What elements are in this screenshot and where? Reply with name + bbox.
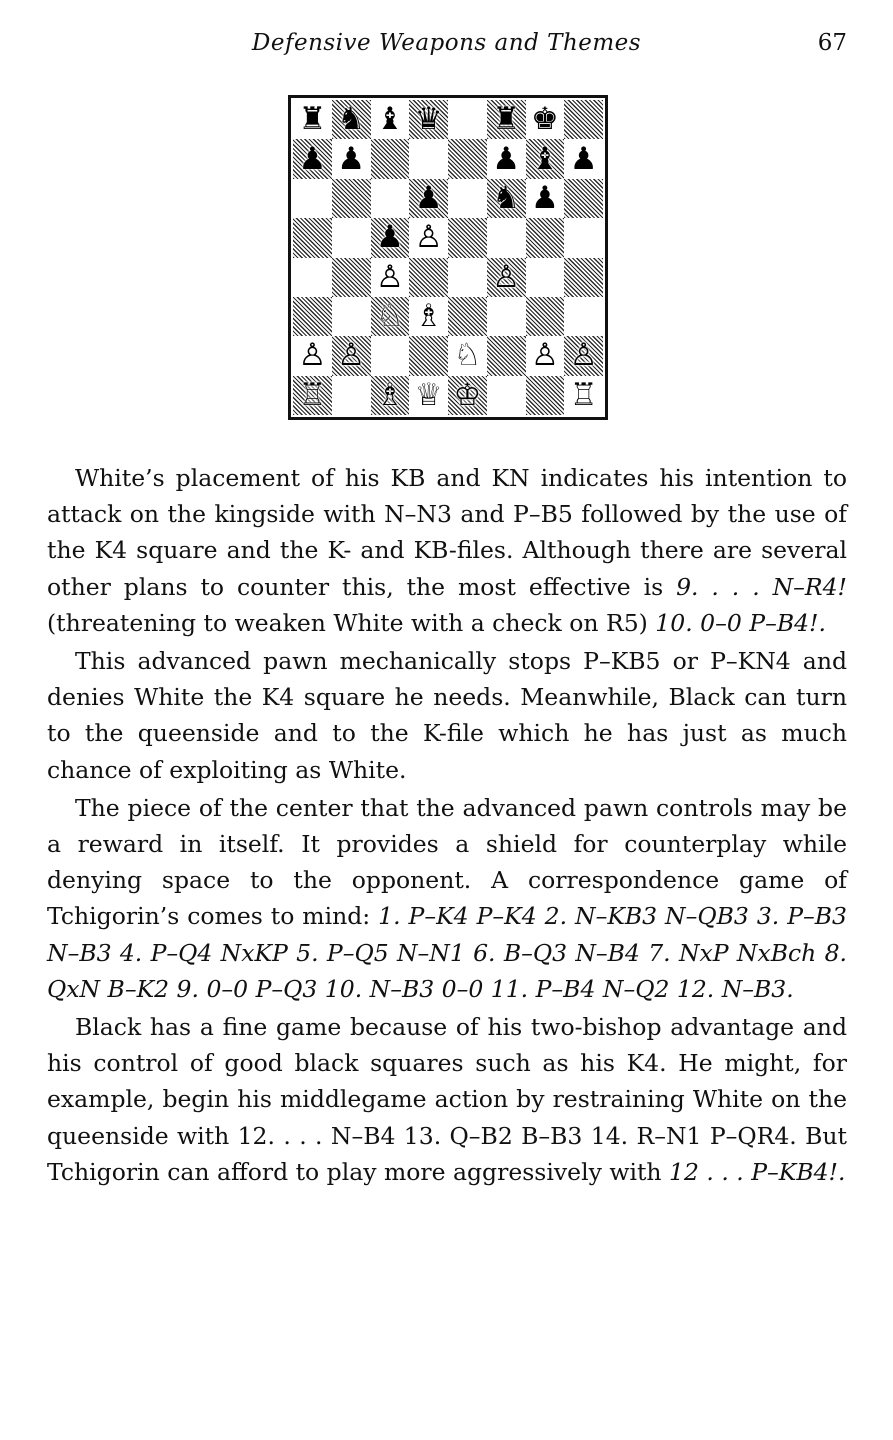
square-f3 xyxy=(487,297,526,336)
square-h4 xyxy=(564,258,603,297)
square-c4 xyxy=(371,258,410,297)
square-c7 xyxy=(371,139,410,178)
square-e6 xyxy=(448,179,487,218)
white-queen-icon: ♕ xyxy=(414,376,443,413)
square-a5 xyxy=(293,218,332,257)
square-b3 xyxy=(332,297,371,336)
white-pawn-icon: ♙ xyxy=(337,337,366,374)
square-e5 xyxy=(448,218,487,257)
square-a8 xyxy=(293,100,332,139)
white-rook-icon: ♖ xyxy=(298,376,327,413)
square-f6 xyxy=(487,179,526,218)
square-b1 xyxy=(332,376,371,415)
square-e4 xyxy=(448,258,487,297)
running-head xyxy=(0,30,893,64)
square-f8 xyxy=(487,100,526,139)
square-a6 xyxy=(293,179,332,218)
black-pawn-icon: ♟ xyxy=(414,179,443,216)
square-c5 xyxy=(371,218,410,257)
paragraph xyxy=(47,460,847,641)
text-run: White’s placement of his KB and KN indicates his intention to attack on the kingside with N–N3 and P–B5 followed by the use of the K4 square and the K- and KB-files. Although there are several other plans to counter this, the most effective is xyxy=(47,464,847,601)
square-h1 xyxy=(564,376,603,415)
square-b4 xyxy=(332,258,371,297)
square-g4 xyxy=(526,258,565,297)
italic-move-text: 1. P–K4 P–K4 2. N–KB3 N–QB3 3. P–B3 N–B3 4. P–Q4 NxKP 5. P–Q5 N–N1 6. B–Q3 N–B4 7. NxP NxBch 8. QxN B–K2 9. 0–0 P–Q3 10. N–B3 0–0 11. P–B4 N–Q2 12. N–B3. xyxy=(47,902,847,1003)
square-h5 xyxy=(564,218,603,257)
square-d4 xyxy=(409,258,448,297)
white-rook-icon: ♖ xyxy=(569,376,598,413)
black-pawn-icon: ♟ xyxy=(530,179,559,216)
white-pawn-icon: ♙ xyxy=(569,337,598,374)
paragraph xyxy=(47,790,847,1007)
square-d5 xyxy=(409,218,448,257)
square-a7 xyxy=(293,139,332,178)
text-run: This advanced pawn mechanically stops P–KB5 or P–KN4 and denies White the K4 square he needs. Meanwhile, Black can turn to the queenside and to the K-file which he has just as much chance of exploiting as White. xyxy=(47,647,847,784)
square-b7 xyxy=(332,139,371,178)
square-d8 xyxy=(409,100,448,139)
square-d6 xyxy=(409,179,448,218)
square-c1 xyxy=(371,376,410,415)
square-h3 xyxy=(564,297,603,336)
white-pawn-icon: ♙ xyxy=(298,337,327,374)
square-a4 xyxy=(293,258,332,297)
black-rook-icon: ♜ xyxy=(298,101,327,138)
text-run: Black has a fine game because of his two-bishop advantage and his control of good black squares such as his K4. He might, for example, begin his middlegame action by restraining White on the queenside with 12. . . . N–B4 13. Q–B2 B–B3 14. R–N1 P–QR4. But Tchigorin can afford to play more aggressively with xyxy=(47,1013,847,1186)
white-knight-icon: ♘ xyxy=(375,298,404,335)
square-d3 xyxy=(409,297,448,336)
square-c2 xyxy=(371,336,410,375)
text-run: (threatening to weaken White with a check on R5) xyxy=(47,608,656,637)
square-f4 xyxy=(487,258,526,297)
square-g3 xyxy=(526,297,565,336)
square-g1 xyxy=(526,376,565,415)
square-e3 xyxy=(448,297,487,336)
square-e8 xyxy=(448,100,487,139)
square-f7 xyxy=(487,139,526,178)
white-pawn-icon: ♙ xyxy=(375,258,404,295)
square-f5 xyxy=(487,218,526,257)
paragraph xyxy=(47,643,847,788)
square-f2 xyxy=(487,336,526,375)
black-pawn-icon: ♟ xyxy=(569,140,598,177)
paragraph xyxy=(47,1009,847,1190)
square-h2 xyxy=(564,336,603,375)
square-g5 xyxy=(526,218,565,257)
square-b2 xyxy=(332,336,371,375)
white-knight-icon: ♘ xyxy=(453,337,482,374)
white-pawn-icon: ♙ xyxy=(492,258,521,295)
italic-move-text: 9. . . . N–R4! xyxy=(676,572,847,601)
black-bishop-icon: ♝ xyxy=(530,140,559,177)
square-a2 xyxy=(293,336,332,375)
square-c8 xyxy=(371,100,410,139)
square-c3 xyxy=(371,297,410,336)
square-d1 xyxy=(409,376,448,415)
square-c6 xyxy=(371,179,410,218)
square-b6 xyxy=(332,179,371,218)
chess-diagram xyxy=(288,95,608,420)
square-h8 xyxy=(564,100,603,139)
black-pawn-icon: ♟ xyxy=(298,140,327,177)
page-number: 67 xyxy=(817,30,847,56)
square-d7 xyxy=(409,139,448,178)
italic-move-text: 12 . . . P–KB4!. xyxy=(669,1157,846,1186)
text-run: The piece of the center that the advanced pawn controls may be a reward in itself. It provides a shield for counterplay while denying space to the opponent. A correspondence game of Tchigorin’s comes to mind: xyxy=(47,793,847,931)
square-h7 xyxy=(564,139,603,178)
square-f1 xyxy=(487,376,526,415)
square-b5 xyxy=(332,218,371,257)
chess-board xyxy=(293,100,603,415)
square-e7 xyxy=(448,139,487,178)
white-bishop-icon: ♗ xyxy=(375,376,404,413)
square-g2 xyxy=(526,336,565,375)
italic-move-text: 10. 0–0 P–B4!. xyxy=(655,608,826,637)
square-b8 xyxy=(332,100,371,139)
square-d2 xyxy=(409,336,448,375)
black-rook-icon: ♜ xyxy=(492,101,521,138)
black-pawn-icon: ♟ xyxy=(337,140,366,177)
black-king-icon: ♚ xyxy=(530,101,559,138)
black-bishop-icon: ♝ xyxy=(375,101,404,138)
square-g7 xyxy=(526,139,565,178)
black-pawn-icon: ♟ xyxy=(492,140,521,177)
square-h6 xyxy=(564,179,603,218)
square-e1 xyxy=(448,376,487,415)
black-queen-icon: ♛ xyxy=(414,101,443,138)
white-pawn-icon: ♙ xyxy=(530,337,559,374)
black-knight-icon: ♞ xyxy=(492,179,521,216)
white-pawn-icon: ♙ xyxy=(414,219,443,256)
square-g6 xyxy=(526,179,565,218)
white-bishop-icon: ♗ xyxy=(414,298,443,335)
black-knight-icon: ♞ xyxy=(337,101,366,138)
square-a1 xyxy=(293,376,332,415)
square-e2 xyxy=(448,336,487,375)
square-g8 xyxy=(526,100,565,139)
black-pawn-icon: ♟ xyxy=(375,219,404,256)
square-a3 xyxy=(293,297,332,336)
running-title: Defensive Weapons and Themes xyxy=(251,30,642,56)
body-text xyxy=(47,460,847,1190)
white-king-icon: ♔ xyxy=(453,376,482,413)
